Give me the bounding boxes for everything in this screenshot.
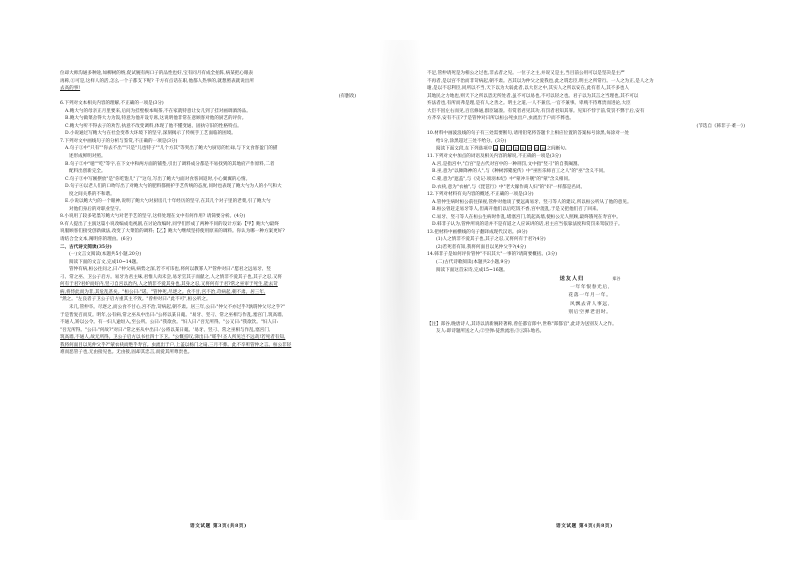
text-line: D.韩非子认为,管仲所说的话并不是有道之人应该讲的话,君主应当依靠法度和赏罚来驾驭臣子。 xyxy=(432,222,623,228)
text-line: (一)文言文阅读(本题共5小题,20分) xyxy=(69,252,142,258)
text-line: (1)人之情非不爱其子也,其子之忍,又将何有于君?(4分) xyxy=(436,237,546,243)
text-line: 对他们身后的对职业坚守。 xyxy=(69,206,124,212)
poem-title-text: 送友人归 xyxy=(559,276,585,283)
right-page xyxy=(427,70,753,518)
text-line: 难而恶管子也,无由接见也。无由接,固却其忠言,而爱其所尊贵也。 xyxy=(60,350,193,356)
text-line: 阅读下面这首宋诗,完成15~16题。 xyxy=(436,267,508,273)
text-line: 不足,管仲请死是为相公之过也,非去者之见。一位子之主,并说又是主,当目前公用可以是坚决是主严 xyxy=(427,71,625,76)
answer-box-prefix: 阅读下面文段,在下列选项中 xyxy=(436,146,493,152)
text-line: 10.材料中画波浪线的句子有三处需要断句,请用铅笔将答题卡上相应位置的答案标号涂黑,每涂对一处 xyxy=(427,131,630,137)
text-line: 方齐卒,安有不正?于是管仲对曰所以桓公死虫出户,虫流出于户而不葬也。 xyxy=(427,116,574,122)
text-line: A.句子①中"只有""你去不出""只是"儿也特子""儿个方其"等突出了鲍大勺厨房的忙碌,与下文食客盈门的描 xyxy=(65,146,278,152)
text-line: C.句子③中写刚摆放"是"你吃饱儿"了"这句,写出了鲍大勺面对食客回返时,小心翼翼的心情。 xyxy=(65,176,251,182)
answer-box[interactable]: G xyxy=(534,146,538,152)
poem-line: 风飘去背人事远, xyxy=(570,301,610,307)
text-line: 其地民之力地也,则天下之所以恐无所处者,虽不可以易也,不可以轻之也。君子以为其言之当理也,其不可以 xyxy=(427,93,639,99)
text-line: D.小说通过写鲍大勺在社会变革大环境下的坚守,深刻揭示了传统手工艺面临的困境。 xyxy=(65,131,236,137)
text-line: (二)古代诗歌阅读(本题共2小题,9分) xyxy=(436,259,510,265)
poem-title xyxy=(427,274,753,284)
answer-box[interactable]: C xyxy=(507,146,511,152)
text-line: 给1分,涂黑超过三处不给分。(3分) xyxy=(436,138,507,144)
text-line: 大臣不因左右而见,百官修通,群臣辐凑。有赏者君见其功,有罚者君知其罪。见知不悖于前,赏罚不弊于后,安有 xyxy=(427,108,645,114)
answer-box-row xyxy=(427,145,753,153)
answer-box[interactable]: H xyxy=(541,146,545,152)
text-line: 6.下列对文本相关内容的理解,不正确的一项是(3分) xyxy=(60,101,164,107)
answer-box[interactable]: D xyxy=(514,146,518,152)
text-line: 去高的事! xyxy=(60,86,81,92)
text-line: D.句子④以老人们的口吻写出了对鲍大勺的肥料都拥护手艺传统的态度,同时也表现了鲍大勺为人的小气和大 xyxy=(65,184,282,190)
text-line: B.句子②中"噫""吃"等字,在下文中和两方面的铺垫,引出了调料成分都是不易找到的其地府产作原料,二者 xyxy=(65,161,275,167)
text-line: A.管仲生病时桓公前往探视,管仲对他谈了要远离易牙、竖刁等人的建议,所以桓公听从了他的意见。 xyxy=(432,199,632,205)
text-line: 请结合全文本,阐明你的理由。(6分) xyxy=(60,237,132,243)
text-line: C.鲍大勺听不得去子的劝告,执意不改变调料,体现了他不懂变通、固执守旧的性格特点。 xyxy=(65,123,242,129)
text-line: B.鲍大勺做菜舍得大力为饭,特意为他开设专席,这说明他非常在意顾客对他的厨艺的评价。 xyxy=(65,116,247,122)
text-line: 二、古代诗文阅读(35分) xyxy=(60,244,112,250)
answer-box-suffix: 之间断句。 xyxy=(546,146,570,152)
poem-note-line: 友人:即诗题所送之人;②空弹:徒然流泪;③云阳:地名。 xyxy=(436,329,545,335)
text-line: 12.下列对材料有关内容的概述,不正确的一项是(3分) xyxy=(427,192,534,198)
text-line: 说服顾客们接受创新做法,改变了大菜馆的调料;【乙】鲍大勺继续坚持使用原来的调料。你认为哪一种方案更好? xyxy=(60,229,285,235)
text-line: 13.把材料中画横线的句子翻译成现代汉语。(8分) xyxy=(427,229,528,235)
text-line: 述形成鲜明对照。 xyxy=(69,154,106,160)
text-line: 14.韩非子是如何评价管仲"不识其大"一事的?请简要概括。(3分) xyxy=(427,252,558,258)
text-line: A.宫,是指宫中,"自宫"是古代对宫中的一种刑罚,文中指"竖刁"的自我阉割。 xyxy=(432,161,583,167)
text-line: 于是皆复召而反。明年,公有病,常之巫从中出曰:"公将以某日薨。"易牙、竖刁、常之巫相与作乱,塞宫门,筑高墙, xyxy=(60,312,284,318)
text-line: 11.下列对文中加点的词语及相关内容的解说,不正确的一项是(3分) xyxy=(427,154,561,160)
text-line: 位却大师沟通多种途,如柳树的纳,促试婉有两口子的品性也好,宝有同月有成全拍阵,病某把心眼表 xyxy=(60,71,254,76)
text-line: 阅读下面的文言文,完成10~14题。 xyxy=(69,259,141,265)
text-line: 何有于君?君妒而好内,竖刁自宫以治内,人之情非不爱其身也,其身之忍,又将何有于君?常之巫审于死生,能去苛 xyxy=(60,282,278,288)
text-line: 弃法者也,有所而弗是理,是有人之善之。明主之道,一人不兼官,一官不兼事。卑贱不待尊贵而进论,大臣 xyxy=(427,101,631,107)
right-page-footer: 语文试题 第4页(共8页) xyxy=(556,524,613,529)
answer-box[interactable]: F xyxy=(528,146,531,152)
text-line: 刁、常之巫、卫公子启方。易牙为君主味,君惟人肉未尝,易牙烹其子而献之,人之情非不爱其子也,其子之忍,又将 xyxy=(60,274,282,280)
text-line: D.衣袂,意为"衣袖",与《琵琶行》中"老大嫁作商人妇"的"妇"一样都是名词。 xyxy=(432,184,586,190)
poem-note-line: 【注】郑谷,晚唐诗人,其诗以清新婉转著称,曾任都官郎中,世称"郑都官",此诗为送别友人之作。 xyxy=(427,321,617,327)
text-line: B.桓公曾赶走易牙等人,但离开他们以后吃饭不香,宫中混乱,于是又把他们召了回来。 xyxy=(432,207,602,213)
text-line: 我将何面目以见仲父乎?"蒙衣袂而绝乎寿宫。虫流出于户,上盖以杨门之扇,三月不葬。此不卒听管仲之言。桓公非轻 xyxy=(60,342,292,348)
text-line: 病,将恃此而为非,其危乱甚矣。"桓公曰:"诺。"管仲死,尽逐之。食不甘,宫不治,苛病起,朝不肃。居三年, xyxy=(60,289,266,295)
text-line: 度之间关系的不和谐。 xyxy=(69,191,115,197)
text-line: A.鲍大勺的母亲正月里要来,后问为挂壁根本喝茶,不在家就特意让女儿到了挂对画调酒汤品。 xyxy=(65,108,251,114)
answer-box[interactable]: E xyxy=(521,146,525,152)
text-line: 管仲有病,桓公往问之,曰:"仲父病,病势之深,若不可讳也,将何以教寡人?"管仲对曰:"愿君之远易牙、竖 xyxy=(69,267,271,273)
poem-line: 别后空弹老泪时。 xyxy=(568,310,612,316)
poem-author: 郑谷 xyxy=(612,276,621,282)
text-line: (有删改) xyxy=(338,93,356,99)
text-line: (2)若死者有知,我将何面目以见仲父乎?(4分) xyxy=(436,244,526,250)
poem-line: 花落一年月一年。 xyxy=(568,293,612,299)
text-line: 筑高墙,不通人,故无所得。卫公子启方以书社四十下卫。"公慨焉叹,涕出曰:"嗟乎!圣人所见岂不远哉!若死者有知, xyxy=(60,335,286,341)
text-line: (节选自《韩非子·难一》) xyxy=(696,123,745,129)
text-line: C.蒙,意为"遮盖",与《史记·项羽本纪》中"蒙冲斗舰"的"蒙"含义相同。 xyxy=(432,176,573,182)
poem-line: 一年年恨春光后, xyxy=(570,285,610,291)
text-line: E.小说以鲍大勺的一个眼神,说明了鲍大勺对厨房几十年经历的坚守,在其几个对子里的老菜,引了鲍大勺 xyxy=(65,199,271,205)
left-page xyxy=(60,70,386,518)
text-line: B.巫,意为"以舞降神的人",与《种树郭橐驼传》中"巫医乐师百工之人"的"巫"含义不同。 xyxy=(432,169,608,175)
text-line: 不再者,是以宫不治而非苛病起,朝不肃。吾其以为仲父之爱我也,此之谓忠臣,明主之所常行。一人之为正,是人之为 xyxy=(427,78,654,84)
text-line: "吾无所得。"公曰:"何故?"对曰:"常之巫从中出曰:'公将以某日薨。'易牙、竖刁、常之巫相与作乱,塞宫门, xyxy=(60,327,271,333)
text-line: C.易牙、竖刁等人在桓公生病时作乱,堵塞宫门,筑起高墙,使桓公无人照顾,最终饿死在寿宫中。 xyxy=(432,214,621,220)
text-line: 7.下列对文中画线句子的分析与鉴赏,不正确的一项是(3分) xyxy=(60,138,178,144)
scan-shade xyxy=(380,40,420,520)
text-line: 配料出创新完全。 xyxy=(69,169,106,175)
text-line: 8.小说用了较多笔墨写鲍大勺对老手艺的坚守,这样处理在文中有何作用? 请简要分析。(4分) xyxy=(60,214,246,220)
text-line: 未几,管仲卒。尽逐之,而公食不甘心,宫不治,苛病起,朝不肃。居三年,公曰:"仲父不亦过乎?孰谓仲父尽之乎?" xyxy=(69,304,285,310)
text-line: "然之。"左良者子卫公子启方重其主不致。"曾仲对曰:"此不可",桓公听之。 xyxy=(60,297,211,303)
text-line: 9.有人提出了主演这篇小说改编成电视剧,在讨论改编时,同学们形成了两种不同的设计方案:【甲】鲍大勺最终 xyxy=(60,221,279,227)
text-line: 再称,①可是,这样人的活,怎么一个子都支下呢? 千方有点话在职,他都人热事的,就想照表就说出所 xyxy=(60,78,254,84)
answer-box[interactable]: B xyxy=(501,146,504,152)
left-page-footer: 语文试题 第3页(共8页) xyxy=(190,524,247,529)
text-line: 谢,是以不忍利臣,同所以不当,天下以为大弱此者,以大臣之中,其实人之所以安在,此有者人,其不多也人 xyxy=(427,86,630,92)
answer-box[interactable]: A xyxy=(494,146,498,152)
text-line: 不通人,矫以公令。有一妇人逾垣入,至公所。公曰:"我欲食。"妇人曰:"吾无所得。"公又曰:"我欲饮。"妇人曰: xyxy=(60,320,279,326)
